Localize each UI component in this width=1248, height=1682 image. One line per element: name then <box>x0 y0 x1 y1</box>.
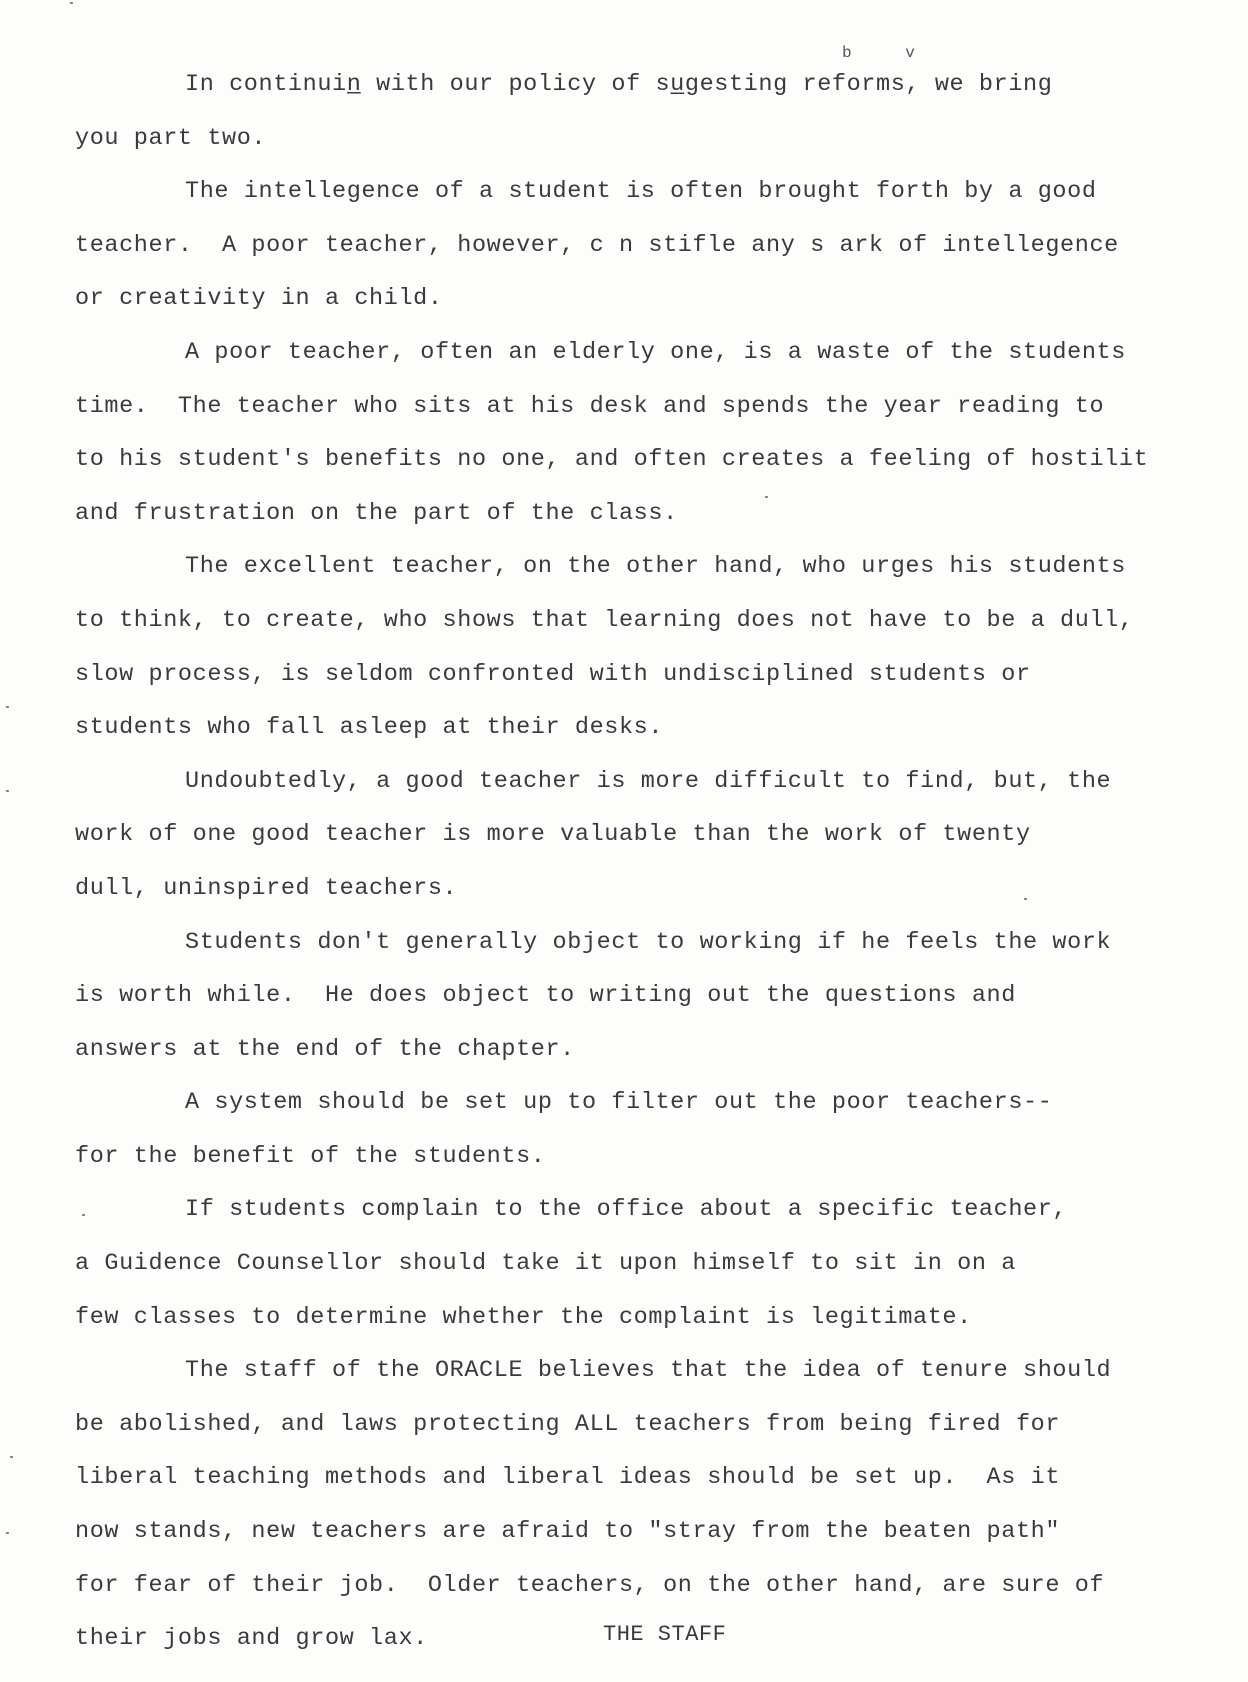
text-line: be abolished, and laws protecting ALL teachers from being fired for <box>75 1410 1061 1438</box>
text-line: Undoubtedly, a good teacher is more difficult to find, but, the <box>185 767 1112 795</box>
paper-speck <box>1024 898 1027 900</box>
text-line: a Guidence Counsellor should take it upon himself to sit in on a <box>75 1250 1016 1278</box>
paper-speck <box>10 1456 13 1458</box>
text-line: If students complain to the office about a specific teacher, <box>185 1196 1068 1224</box>
text-line: answers at the end of the chapter. <box>75 1035 575 1063</box>
text-line: Students don't generally object to working if he feels the work <box>185 928 1112 956</box>
text-line: dull, uninspired teachers. <box>75 874 458 902</box>
handwritten-insert-mark: b v <box>842 44 937 62</box>
text-line: The intellegence of a student is often brought forth by a good <box>185 178 1097 206</box>
text-line: teacher. A poor teacher, however, c n stifle any s ark of intellegence <box>75 231 1119 259</box>
paper-speck <box>82 1214 85 1216</box>
text-line: for the benefit of the students. <box>75 1142 546 1170</box>
text-line: to his student's benefits no one, and often creates a feeling of hostilit <box>75 446 1149 474</box>
text-line: you part two. <box>75 124 267 152</box>
text-line: their jobs and grow lax. <box>75 1625 428 1653</box>
text-line: and frustration on the part of the class. <box>75 499 678 527</box>
paper-speck <box>70 2 73 4</box>
text-line: In continuin̲ with our policy of su̲gesting reforms, we bring <box>185 71 1053 98</box>
text-line: or creativity in a child. <box>75 285 443 313</box>
paper-speck <box>765 496 768 498</box>
paper-speck <box>6 790 9 792</box>
text-line: is worth while. He does object to writing out the questions and <box>75 982 1016 1010</box>
text-line: A poor teacher, often an elderly one, is a waste of the students <box>185 338 1126 366</box>
paper-speck <box>6 1532 9 1534</box>
text-line: students who fall asleep at their desks. <box>75 714 664 742</box>
signature: THE STAFF <box>603 1622 727 1647</box>
paper-speck <box>6 706 9 708</box>
text-line: A system should be set up to filter out the poor teachers-- <box>185 1089 1053 1117</box>
text-line: slow process, is seldom confronted with undisciplined students or <box>75 660 1031 688</box>
text-line: time. The teacher who sits at his desk and spends the year reading to <box>75 392 1105 420</box>
text-line: now stands, new teachers are afraid to "stray from the beaten path" <box>75 1518 1061 1546</box>
text-line: few classes to determine whether the complaint is legitimate. <box>75 1303 972 1331</box>
text-line: for fear of their job. Older teachers, on the other hand, are sure of <box>75 1571 1105 1599</box>
text-line: The excellent teacher, on the other hand, who urges his students <box>185 553 1126 581</box>
editorial-body <box>75 58 1205 1666</box>
text-line: The staff of the ORACLE believes that the idea of tenure should <box>185 1357 1112 1385</box>
text-line: to think, to create, who shows that learning does not have to be a dull, <box>75 606 1134 634</box>
text-line: work of one good teacher is more valuable than the work of twenty <box>75 821 1031 849</box>
text-line: liberal teaching methods and liberal ideas should be set up. As it <box>75 1464 1061 1492</box>
